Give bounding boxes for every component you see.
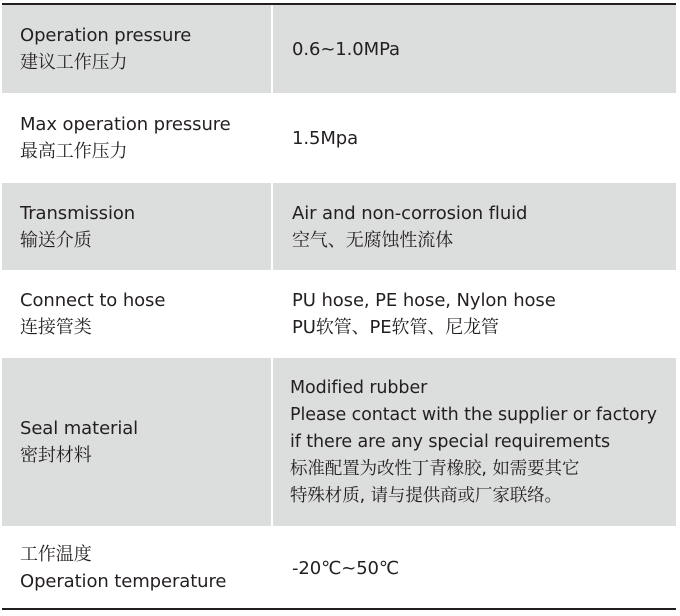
row-value — [273, 270, 676, 358]
row-value — [273, 358, 676, 526]
label-line: 最高工作压力 — [20, 141, 128, 162]
label-line: 密封材料 — [20, 445, 92, 466]
value-line: 标准配置为改性丁青橡胶, 如需要其它 — [290, 458, 580, 479]
row-value — [273, 183, 676, 270]
label-line: 工作温度 — [20, 544, 92, 565]
row-label — [2, 358, 271, 526]
value-line: -20℃~50℃ — [292, 557, 400, 579]
value-line: PU软管、PE软管、尼龙管 — [292, 317, 499, 338]
label-line: Max operation pressure — [20, 114, 231, 135]
label-line: Seal material — [20, 418, 139, 439]
value-line: Modified rubber — [290, 377, 428, 398]
row-label — [2, 5, 271, 93]
value-line: Please contact with the supplier or factory — [290, 404, 657, 425]
label-line: 建议工作压力 — [20, 52, 128, 73]
row-label — [2, 93, 271, 183]
row-label — [2, 526, 271, 610]
label-line: 连接管类 — [20, 317, 92, 338]
value-line: 1.5Mpa — [292, 127, 359, 149]
table-row — [2, 270, 676, 358]
row-value — [273, 93, 676, 183]
label-line: Operation pressure — [20, 25, 192, 46]
row-label — [2, 270, 271, 358]
value-line: if there are any special requirements — [290, 431, 611, 452]
table-row — [2, 358, 676, 526]
value-line: 0.6~1.0MPa — [292, 38, 400, 60]
value-line: PU hose, PE hose, Nylon hose — [292, 290, 556, 311]
label-line: 输送介质 — [20, 229, 92, 251]
spec-table — [2, 3, 676, 610]
value-line: 特殊材质, 请与提供商或厂家联络。 — [290, 485, 562, 506]
row-value — [273, 526, 676, 610]
table-row — [2, 526, 676, 610]
label-line: Operation temperature — [20, 571, 227, 592]
row-label — [2, 183, 271, 270]
row-value — [273, 5, 676, 93]
label-line: Connect to hose — [20, 290, 166, 311]
table-row — [2, 5, 676, 93]
label-line: Transmission — [20, 202, 136, 224]
value-line: Air and non-corrosion fluid — [292, 202, 528, 224]
value-line: 空气、无腐蚀性流体 — [292, 229, 454, 251]
table-row — [2, 93, 676, 183]
table-row — [2, 183, 676, 270]
